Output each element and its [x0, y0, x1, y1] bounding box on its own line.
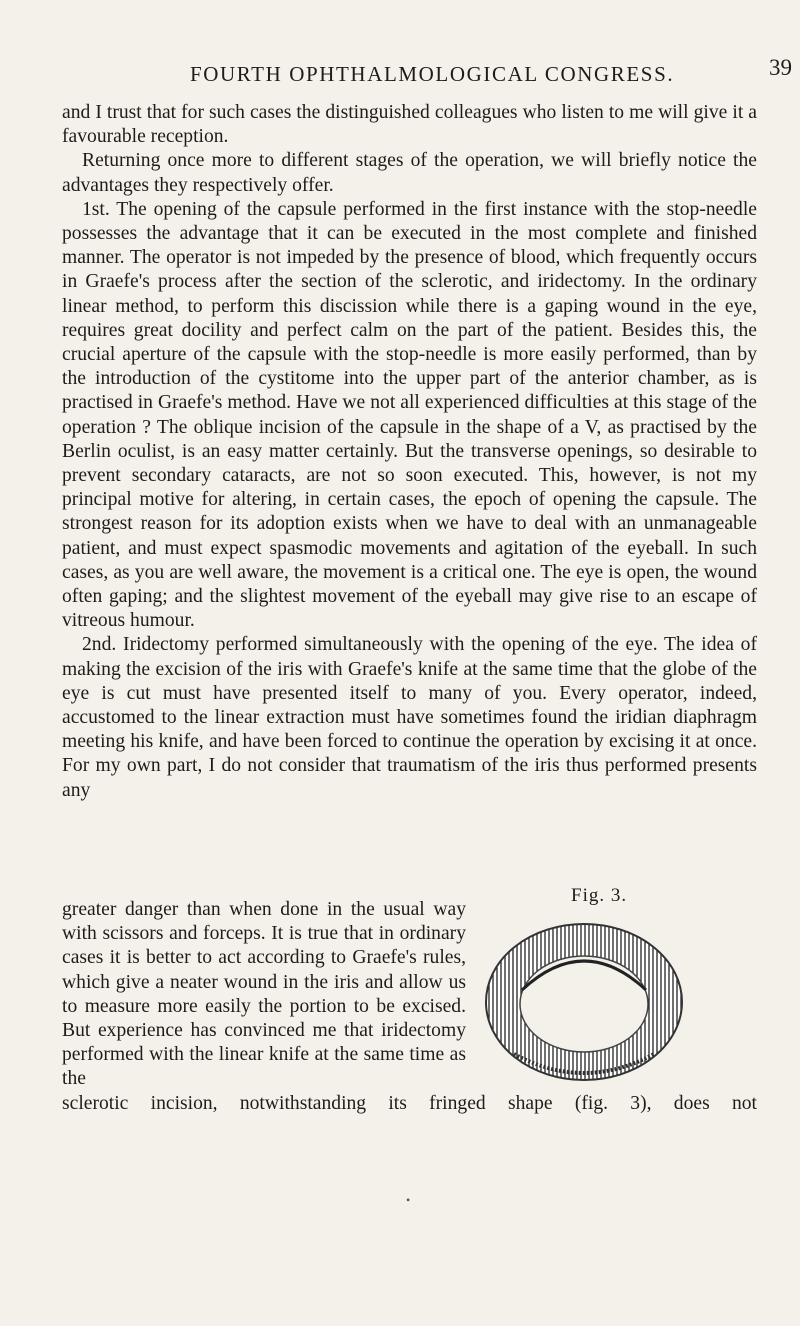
wrapped-paragraph: greater danger than when done in the usual way with scissors and forceps. It is true that in ordinary cases it is better to act according to Graefe's rules, which give a neater wound in the iris and allow us to measure more easily the portion to be excised. But experience has convinced me that iridectomy performed with the linear knife at the same time as the	[62, 899, 466, 1090]
paragraph: Returning once more to different stages of the operation, we will briefly notice the advantages they respectively offer.	[62, 150, 757, 196]
last-line: sclerotic incision, notwithstanding its fringed shape (fig. 3), does not	[62, 1093, 757, 1114]
paragraph: and I trust that for such cases the distinguished colleagues who listen to me will give it a favourable reception.	[62, 102, 757, 148]
running-head: FOURTH OPHTHALMOLOGICAL CONGRESS.	[190, 62, 675, 86]
figure-caption: Fig. 3.	[571, 885, 628, 906]
printer-mark: •	[406, 1193, 411, 1207]
figure-3	[484, 885, 694, 1105]
paragraph: 2nd. Iridectomy performed simultaneously with the opening of the eye. The idea of making the excision of the iris with Graefe's knife at the same time that the globe of the eye is cut must have presented itself to many of you. Every operator, indeed, accustomed to the linear extraction must have sometimes found the iridian diaphragm meeting his knife, and have been forced to continue the operation by excising it at once. For my own part, I do not consider that traumatism of the iris thus performed presents any	[62, 634, 757, 801]
page-number: 39	[769, 55, 792, 80]
iris-incision-illustration	[484, 885, 694, 1105]
body-text	[62, 101, 757, 803]
paragraph: 1st. The opening of the capsule performed in the first instance with the stop-needle possesses the advantage that it can be executed in the most complete and finished manner. The operator is not impeded by the presence of blood, which frequently occurs in Graefe's process after the section of the sclerotic, and iridectomy. In the ordinary linear method, to perform this discission while there is a gaping wound in the eye, requires great docility and perfect calm on the part of the patient. Besides this, the crucial aperture of the capsule with the stop-needle is more easily performed, than by the introduction of the cystitome into the upper part of the anterior chamber, as is practised in Graefe's method. Have we not all experienced difficulties at this stage of the operation ? The oblique incision of the capsule in the shape of a V, as practised by the Berlin oculist, is an easy matter certainly. But the transverse openings, so desirable to prevent secondary cataracts, are not so soon executed. This, however, is not my principal motive for altering, in certain cases, the epoch of opening the capsule. The strongest reason for its adoption exists when we have to deal with an unmanageable patient, and must expect spasmodic movements and agitation of the eyeball. In such cases, as you are well aware, the movement is a critical one. The eye is open, the wound often gaping; and the slightest movement of the eyeball may give rise to an escape of vitreous humour.	[62, 198, 757, 632]
